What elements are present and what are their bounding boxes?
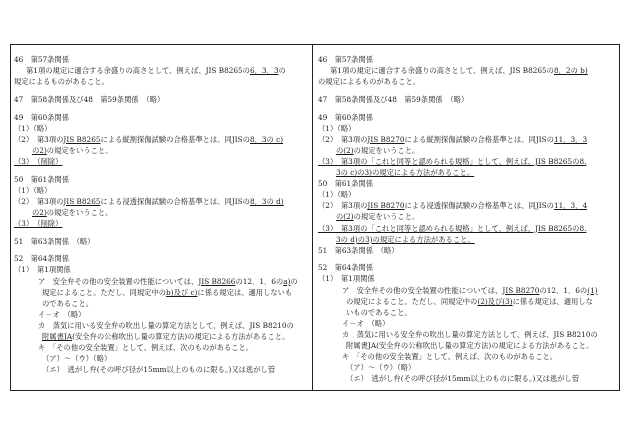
- text-line: [14, 287, 312, 298]
- text-line: [318, 329, 618, 340]
- text-line: [14, 185, 312, 196]
- text-line: [318, 200, 618, 211]
- text-line: [318, 285, 618, 296]
- amended-text: JIS B8265: [63, 196, 101, 206]
- paragraph-gap: [14, 105, 312, 112]
- text-line: [318, 189, 618, 200]
- amended-text: 附属書: [42, 332, 64, 342]
- old-text-column: [14, 54, 312, 375]
- text-segment: の: [290, 276, 298, 286]
- text-line: [318, 318, 618, 329]
- text-segment: 49 第60条関係: [318, 112, 374, 122]
- text-line: [318, 273, 618, 284]
- text-line: [318, 296, 618, 307]
- text-line: [318, 94, 618, 105]
- amended-text: （3） 第3項の「これと同等と認められる規格」として、例えば、JIS B8265の8.: [318, 156, 587, 166]
- text-segment: （2） 第3項の: [318, 134, 368, 144]
- text-segment: イ－オ （略）: [38, 309, 86, 319]
- center-rule: [312, 44, 313, 391]
- text-segment: （1）（略）: [14, 185, 52, 195]
- text-segment: の: [278, 66, 286, 76]
- amended-text: （3） 第3項の「これと同等と認められる規格」として、例えば、JIS B8265の8.: [318, 223, 587, 233]
- amended-text: の2): [32, 145, 47, 155]
- text-segment: 附属書JA(安全弁の公称吹出し量の算定方法)の規定による方法があること。: [346, 341, 594, 351]
- amended-text: 8．3の d): [249, 196, 284, 206]
- amended-text: JIS B8270: [502, 285, 540, 295]
- text-segment: カ 蒸気に用いる安全弁の吹出し量の算定方法として、例えば、JIS B8210の: [38, 320, 294, 330]
- amended-text: JIS B8270: [367, 134, 405, 144]
- text-segment: イ－オ （略）: [342, 318, 390, 328]
- text-segment: （ア）～（ウ）（略）: [346, 363, 416, 373]
- text-segment: （2） 第3項の: [14, 196, 64, 206]
- text-line: [14, 65, 312, 76]
- text-segment: 第1項の規定に適合する余盛りの高さとして、例えば、JIS B8265の: [26, 66, 250, 76]
- amended-text: の(2): [336, 212, 354, 222]
- amended-text: (2)及び(3): [477, 296, 513, 306]
- text-segment: 49 第60条関係: [14, 112, 70, 122]
- text-segment: （1）（略）: [14, 123, 52, 133]
- text-segment: 52 第64条関係: [14, 254, 70, 264]
- text-line: [14, 320, 312, 331]
- text-line: [318, 245, 618, 256]
- text-line: [14, 342, 312, 353]
- paragraph-gap: [14, 229, 312, 236]
- text-line: [318, 54, 618, 65]
- amended-text: b)及び c): [166, 287, 198, 297]
- text-segment: に係る規定は、適用しないも: [197, 287, 293, 297]
- right-rule: [619, 44, 620, 391]
- text-line: [318, 76, 618, 87]
- text-line: [14, 134, 312, 145]
- text-line: [318, 123, 618, 134]
- new-text-column: [318, 54, 618, 384]
- text-segment: （1）（略）: [318, 190, 356, 200]
- paragraph-gap: [14, 247, 312, 254]
- text-segment: キ 「その他の安全装置」として、例えば、次のものがあること。: [38, 343, 254, 353]
- text-line: [14, 364, 312, 375]
- amended-text: の(2): [336, 145, 354, 155]
- text-line: [318, 223, 618, 234]
- text-line: [14, 94, 312, 105]
- text-segment: の規定をいうこと。: [353, 145, 420, 155]
- text-segment: ア 安全弁その他の安全装置の性能については、: [38, 276, 199, 286]
- amended-text: （3） （削除）: [14, 219, 63, 228]
- amended-text: a): [283, 276, 291, 286]
- text-line: [14, 218, 312, 229]
- text-segment: カ 蒸気に用いる安全弁の吹出し量の算定方法として、例えば、JIS B8210の: [342, 329, 598, 339]
- text-segment: の12．1．6の: [539, 285, 588, 295]
- text-line: [318, 211, 618, 222]
- text-segment: (安全弁の公称吹出し量の算定方法)の規定による方法があること。: [72, 332, 290, 342]
- text-line: [14, 112, 312, 123]
- text-segment: 規定によるものがあること。: [14, 77, 109, 87]
- text-line: [14, 156, 312, 167]
- text-line: [318, 262, 618, 273]
- text-line: [14, 331, 312, 342]
- text-segment: 47 第58条関係及び48 第59条関係 （略）: [14, 94, 165, 104]
- amended-text: の2): [32, 207, 47, 217]
- text-segment: （1）（略）: [318, 123, 356, 133]
- amended-text: （3） （削除）: [14, 156, 63, 166]
- bottom-rule: [10, 390, 620, 391]
- text-segment: 52 第64条関係: [318, 263, 374, 273]
- text-line: [318, 178, 618, 189]
- text-segment: 規定によること。ただし、同規定中の: [42, 287, 167, 297]
- text-segment: （2） 第3項の: [14, 134, 64, 144]
- text-line: [14, 196, 312, 207]
- text-line: [14, 276, 312, 287]
- text-line: [318, 340, 618, 351]
- text-segment: による浸透探傷試験の合格基準とは、同JISの: [100, 196, 250, 206]
- text-line: [318, 362, 618, 373]
- text-line: [14, 76, 312, 87]
- text-segment: （2） 第3項の: [318, 201, 368, 211]
- text-segment: 50 第61条関係: [318, 179, 374, 189]
- text-segment: による縦割探傷試験の合格基準とは、同JISの: [100, 134, 250, 144]
- text-segment: 46 第57条関係: [14, 55, 70, 64]
- text-segment: 46 第57条関係: [318, 55, 374, 64]
- text-segment: （1） 第1項関係: [14, 265, 71, 275]
- text-segment: 47 第58条関係及び48 第59条関係 （略）: [318, 94, 469, 104]
- text-line: [14, 253, 312, 264]
- text-segment: の規定をいうこと。: [46, 207, 113, 217]
- paragraph-gap: [14, 87, 312, 94]
- text-line: [318, 351, 618, 362]
- amended-text: 6．3．3: [249, 66, 279, 76]
- amended-text: 8．3の c): [249, 134, 284, 144]
- text-segment: の規定によること。ただし、同規定中の: [346, 296, 478, 306]
- amended-text: JIS B8265: [63, 134, 101, 144]
- text-segment: 51 第63条関係 （略）: [14, 236, 95, 246]
- amended-text: 11．3．3: [553, 134, 588, 144]
- text-segment: の規定をいうこと。: [353, 212, 420, 222]
- text-segment: 第1項の規定に適合する余盛りの高さとして、例えば、JIS B8265の: [330, 66, 554, 76]
- text-line: [14, 236, 312, 247]
- text-line: [318, 373, 618, 384]
- text-line: [14, 174, 312, 185]
- text-segment: 51 第63条関係 （略）: [318, 245, 399, 255]
- text-line: [318, 65, 618, 76]
- text-line: [14, 145, 312, 156]
- text-line: [14, 309, 312, 320]
- text-segment: の規定をいうこと。: [46, 145, 113, 155]
- text-line: [318, 307, 618, 318]
- text-line: [318, 145, 618, 156]
- left-rule: [10, 44, 11, 391]
- text-segment: ア 安全弁その他の安全装置の性能については、: [342, 285, 503, 295]
- text-segment: による浸透探傷試験の合格基準とは、同JISの: [404, 201, 554, 211]
- text-line: [14, 353, 312, 364]
- amended-text: JIS B8270: [367, 201, 405, 211]
- text-line: [14, 207, 312, 218]
- amended-text: 8．2の b): [553, 66, 588, 76]
- text-line: [14, 298, 312, 309]
- paragraph-gap: [318, 256, 618, 263]
- text-line: [14, 54, 312, 65]
- amended-text: JIS B8266: [198, 276, 236, 286]
- top-rule: [10, 44, 620, 45]
- text-segment: の規定によるものがあること。: [318, 77, 421, 87]
- amended-text: 3の c)の3)の規定による方法があること。: [336, 168, 475, 178]
- text-line: [318, 134, 618, 145]
- amended-text: (1): [587, 285, 598, 295]
- text-segment: 50 第61条関係: [14, 174, 70, 184]
- text-segment: に係る規定は、適用しな: [512, 296, 593, 306]
- amended-text: 3の d)の3)の規定による方法があること。: [336, 234, 475, 244]
- paragraph-gap: [14, 167, 312, 174]
- text-segment: （1） 第1項関係: [318, 274, 375, 284]
- text-segment: （ア）～（ウ）（略）: [42, 354, 112, 364]
- text-line: [14, 264, 312, 275]
- amended-text: 11．3．4: [553, 201, 588, 211]
- text-segment: いものであること。: [346, 307, 412, 317]
- text-segment: のであること。: [42, 298, 94, 308]
- text-segment: （エ） 逃がし弁(その呼び径が15mm以上のものに限る。)又は逃がし管: [42, 365, 276, 375]
- text-line: [318, 156, 618, 167]
- paragraph-gap: [318, 87, 618, 94]
- text-line: [318, 167, 618, 178]
- text-segment: の12．1．6の: [235, 276, 284, 286]
- text-line: [318, 234, 618, 245]
- text-segment: による縦割探傷試験の合格基準とは、同JISの: [404, 134, 554, 144]
- paragraph-gap: [318, 105, 618, 112]
- text-line: [14, 123, 312, 134]
- text-line: [318, 112, 618, 123]
- text-segment: キ 「その他の安全装置」として、例えば、次のものがあること。: [342, 352, 558, 362]
- text-segment: （エ） 逃がし弁(その呼び径が15mm以上のものに限る。)又は逃がし管: [346, 374, 580, 384]
- amended-text: JA: [63, 332, 73, 342]
